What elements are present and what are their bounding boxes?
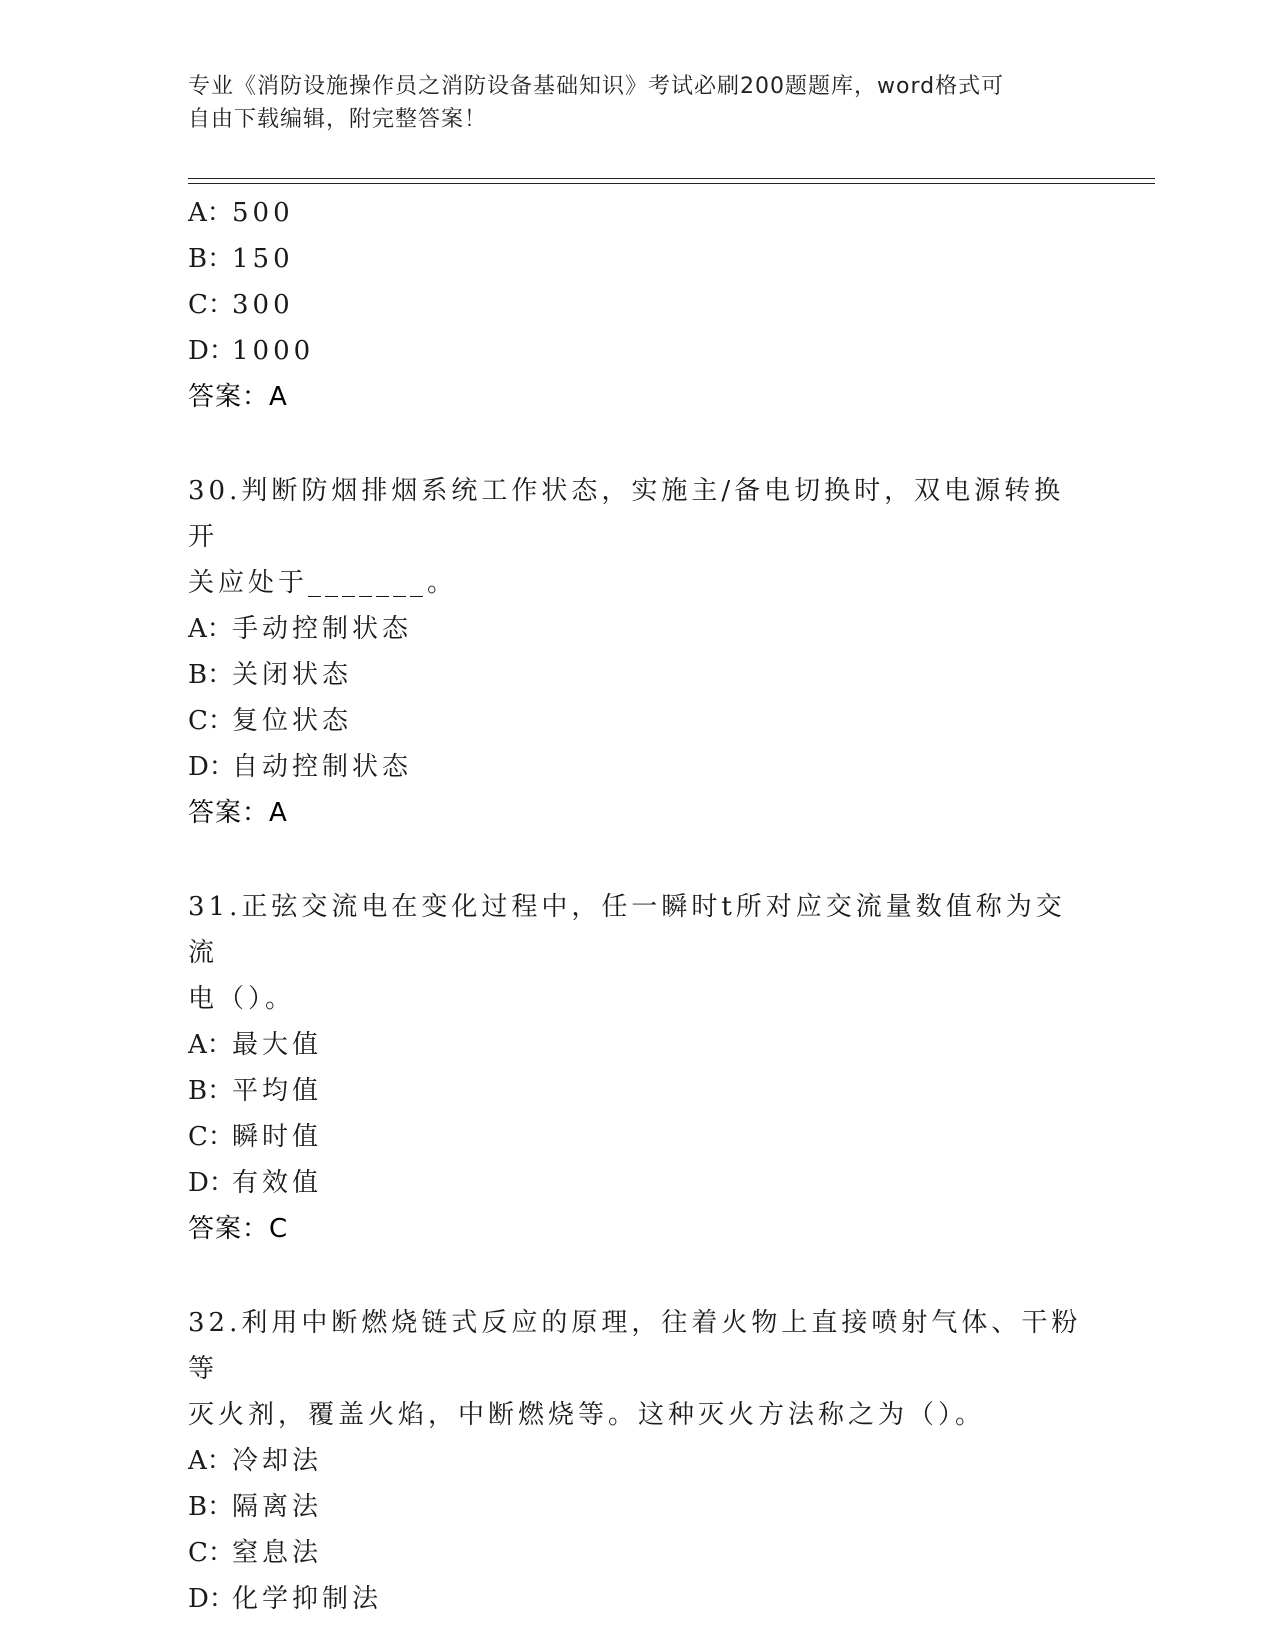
answer-line: 答案：C — [188, 1214, 289, 1244]
question-stem-line-1: 32.利用中断燃烧链式反应的原理，往着火物上直接喷射气体、干粉等 — [188, 1308, 1082, 1384]
option-letter: D： — [188, 1168, 235, 1198]
option-text: 500 — [232, 198, 294, 228]
question-stem-line-2: 电（）。 — [188, 984, 296, 1014]
option-text: 隔离法 — [232, 1492, 323, 1522]
option-text: 手动控制状态 — [232, 614, 413, 644]
question-stem-line-1: 31.正弦交流电在变化过程中，任一瞬时t所对应交流量数值称为交流 — [188, 892, 1066, 968]
document-header — [188, 70, 1068, 136]
option-letter: A： — [188, 1446, 233, 1476]
option-text: 自动控制状态 — [232, 752, 413, 782]
option-text: 关闭状态 — [232, 660, 353, 690]
prev-question — [188, 190, 1088, 420]
question-list — [188, 190, 1088, 1622]
option-b — [188, 236, 1088, 282]
option-text: 复位状态 — [232, 706, 353, 736]
option-letter: D： — [188, 1584, 235, 1614]
option-c — [188, 1114, 1088, 1160]
option-letter: C： — [188, 1538, 234, 1568]
option-text: 化学抑制法 — [232, 1584, 383, 1614]
question-stem-line-2: 灭火剂，覆盖火焰，中断燃烧等。这种灭火方法称之为（）。 — [188, 1400, 986, 1430]
option-c — [188, 1530, 1088, 1576]
question-31 — [188, 884, 1088, 1252]
option-b — [188, 652, 1088, 698]
option-letter: C： — [188, 1122, 234, 1152]
option-letter: C： — [188, 290, 234, 320]
option-letter: B： — [188, 660, 234, 690]
option-d — [188, 1160, 1088, 1206]
header-divider-top — [188, 178, 1155, 179]
option-c — [188, 698, 1088, 744]
option-text: 瞬时值 — [232, 1122, 323, 1152]
option-letter: B： — [188, 1492, 234, 1522]
header-divider-bottom — [188, 183, 1155, 184]
option-text: 有效值 — [232, 1168, 323, 1198]
answer-line: 答案：A — [188, 382, 288, 412]
option-a — [188, 190, 1088, 236]
option-d — [188, 328, 1088, 374]
option-text: 平均值 — [232, 1076, 323, 1106]
option-text: 1000 — [232, 336, 315, 366]
question-stem-line-1: 30.判断防烟排烟系统工作状态，实施主/备电切换时，双电源转换开 — [188, 476, 1065, 552]
option-b — [188, 1484, 1088, 1530]
option-a — [188, 1022, 1088, 1068]
option-text: 300 — [232, 290, 294, 320]
option-b — [188, 1068, 1088, 1114]
option-text: 窒息法 — [232, 1538, 323, 1568]
question-32 — [188, 1300, 1088, 1622]
option-a — [188, 606, 1088, 652]
header-line-1: 专业《消防设施操作员之消防设备基础知识》考试必刷200题题库，word格式可 — [188, 74, 1005, 99]
question-30 — [188, 468, 1088, 836]
option-letter: A： — [188, 614, 233, 644]
option-letter: C： — [188, 706, 234, 736]
option-d — [188, 1576, 1088, 1622]
option-letter: B： — [188, 1076, 234, 1106]
header-line-2: 自由下载编辑，附完整答案！ — [188, 107, 488, 132]
option-text: 150 — [232, 244, 294, 274]
answer-line: 答案：A — [188, 798, 288, 828]
option-letter: A： — [188, 198, 233, 228]
option-letter: D： — [188, 336, 235, 366]
option-text: 冷却法 — [232, 1446, 323, 1476]
option-letter: D： — [188, 752, 235, 782]
option-a — [188, 1438, 1088, 1484]
option-c — [188, 282, 1088, 328]
option-letter: B： — [188, 244, 234, 274]
option-text: 最大值 — [232, 1030, 323, 1060]
option-letter: A： — [188, 1030, 233, 1060]
option-d — [188, 744, 1088, 790]
question-stem-line-2: 关应处于_______。 — [188, 568, 458, 598]
